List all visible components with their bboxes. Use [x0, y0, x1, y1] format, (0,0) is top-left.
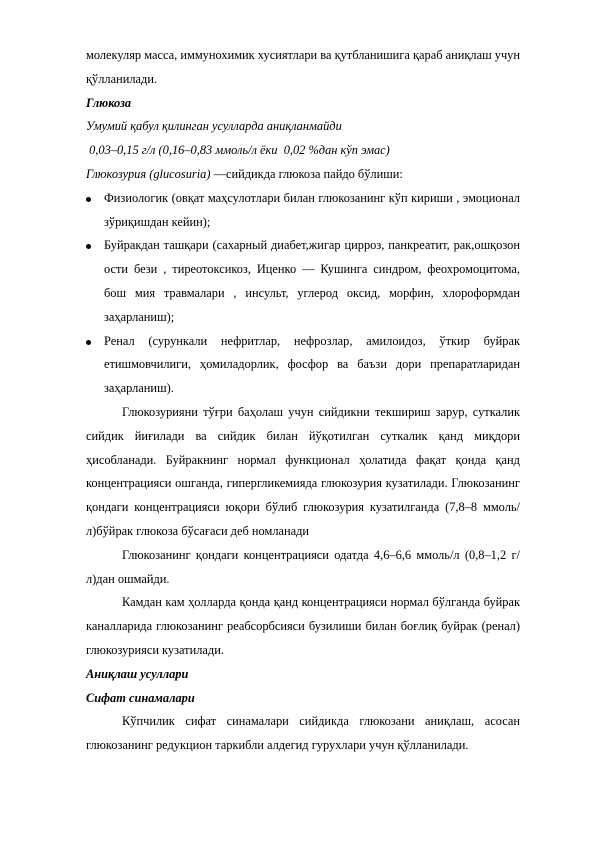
- general-method-note: Умумий қабул қилинган усулларда аниқланмайди: [86, 119, 342, 134]
- bullet-icon: [86, 197, 91, 202]
- list-item: [86, 234, 520, 329]
- glucosuria-term: Глюкозурия (glucosuria): [86, 166, 211, 181]
- heading-qualitative-tests: Сифат синамалари: [86, 690, 195, 705]
- intro-text: молекуляр масса, иммунохимик хусиятлари ва қутбланишига қараб аниқлаш учун қўлланилади.: [86, 48, 520, 86]
- list-item: [86, 330, 520, 401]
- bullet-icon: [86, 340, 91, 345]
- normal-range-note: 0,03–0,15 г/л (0,16–0,83 ммоль/л ёки 0,02 %дан кўп эмас): [86, 143, 390, 158]
- heading-glucose: Глюкоза: [86, 95, 132, 110]
- glucosuria-definition-text: —сийдикда глюкоза пайдо бўлиши:: [210, 166, 403, 181]
- heading-methods: Аниқлаш усуллари: [86, 666, 189, 681]
- list-item-text: Буйракдан ташқари (сахарный диабет,жигар цирроз, панкреатит, рак,ошқозон ости бези , тиреотоксикоз, Иценко — Кушинга синдром, феохромоцитома, бош мия травмалари , инсульт, углерод оксид, морфин, хлороформдан заҳарланиш);: [104, 238, 520, 324]
- paragraph-qualitative-tests: Кўпчилик сифат синамалари сийдикда глюкозани аниқлаш, асосан глюкозанинг редукцион таркибли алдегид гурухлари учун қўлланилади.: [86, 714, 520, 753]
- glucosuria-definition: [86, 163, 520, 187]
- list-item-text: Ренал (сурункали нефритлар, нефрозлар, амилоидоз, ўткир буйрак етишмовчилиги, ҳомиладорлик, фосфор ва баъзи дори препаратларидан заҳарланиш).: [104, 333, 520, 396]
- paragraph-renal-glucosuria: Камдан кам ҳолларда қонда қанд концентрацияси нормал бўлганда буйрак каналларида глюкозанинг реабсорбсияси бузилиши билан боғлиқ буйрак (ренал) глюкозурияси кузатилади.: [86, 595, 520, 657]
- list-item-text: Физиологик (овқат маҳсулотлари билан глюкозанинг кўп кириши , эмоционал зўриқишдан кейин);: [104, 190, 520, 229]
- paragraph-blood-glucose: Глюкозанинг қондаги концентрацияси одатда 4,6–6,6 ммоль/л (0,8–1,2 г/л)дан ошмайди.: [86, 547, 520, 586]
- paragraph-evaluation: Глюкозурияни тўғри баҳолаш учун сийдикни текшириш зарур, суткалик сийдик йиғилади ва сийдик билан йўқотилган суткалик қанд миқдори ҳисобланади. Буйракнинг нормал функционал ҳолатида фақат қонда қанд концентрацияси ошганда, гипергликемияда глюкозурия кузатилади. Глюкозанинг қондаги концентрацияси юқори бўлиб глюкозурия кузатилганда (7,8–8 ммоль/л)бўйрак глюкоза бўсағаси деб номланади: [86, 404, 520, 538]
- glucosuria-causes-list: [86, 187, 520, 401]
- bullet-icon: [86, 244, 91, 249]
- list-item: [86, 187, 520, 235]
- document-body: [86, 44, 520, 758]
